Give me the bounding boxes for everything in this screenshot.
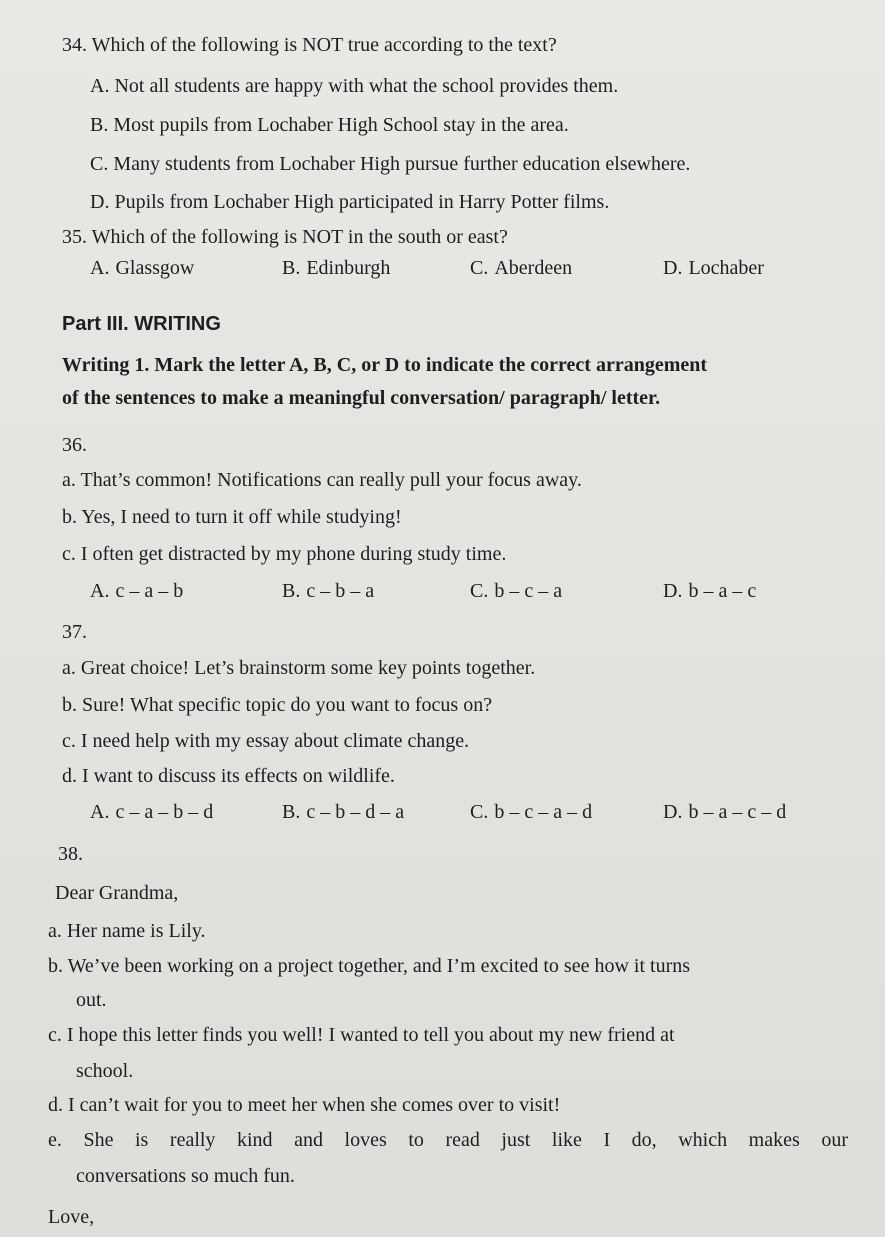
q36-sentence-c: c. I often get distracted by my phone during study time. — [62, 543, 507, 565]
q38-sentence-d: d. I can’t wait for you to meet her when she comes over to visit! — [48, 1094, 561, 1116]
q38-sentence-b-line2: out. — [76, 989, 107, 1011]
q37-sentence-d: d. I want to discuss its effects on wildlife. — [62, 765, 395, 787]
q37-options — [0, 799, 885, 825]
q34-stem: 34. Which of the following is NOT true according to the text? — [62, 34, 557, 56]
q34-option-c: C. Many students from Lochaber High pursue further education elsewhere. — [90, 153, 691, 175]
q36-option-c: C. b – c – a — [470, 580, 563, 602]
part3-instruction-line2: of the sentences to make a meaningful conversation/ paragraph/ letter. — [62, 387, 661, 409]
q36-sentence-b: b. Yes, I need to turn it off while studying! — [62, 506, 402, 528]
q38-sentence-b-line1: b. We’ve been working on a project together, and I’m excited to see how it turns — [48, 955, 691, 977]
q37-option-b: B. c – b – d – a — [282, 801, 405, 823]
q36-option-a: A. c – a – b — [90, 580, 184, 602]
q35-option-b: B. Edinburgh — [282, 257, 391, 279]
q35-option-d: D. Lochaber — [663, 257, 764, 279]
q36-sentence-a: a. That’s common! Notifications can really pull your focus away. — [62, 469, 582, 491]
q38-sentence-c-line1: c. I hope this letter finds you well! I wanted to tell you about my new friend at — [48, 1024, 675, 1046]
q35-option-c: C. Aberdeen — [470, 257, 573, 279]
q34-option-b: B. Most pupils from Lochaber High School stay in the area. — [90, 114, 569, 136]
q35-option-a: A. Glassgow — [90, 257, 195, 279]
q38-sentence-a: a. Her name is Lily. — [48, 920, 206, 942]
q37-number: 37. — [62, 621, 87, 643]
q38-salutation: Dear Grandma, — [55, 882, 179, 904]
q36-option-b: B. c – b – a — [282, 580, 375, 602]
q38-closing: Love, — [48, 1206, 95, 1228]
q36-options — [0, 578, 885, 604]
q37-sentence-a: a. Great choice! Let’s brainstorm some key points together. — [62, 657, 536, 679]
q34-option-d: D. Pupils from Lochaber High participated in Harry Potter films. — [90, 191, 610, 213]
q35-stem: 35. Which of the following is NOT in the south or east? — [62, 226, 508, 248]
q37-option-d: D. b – a – c – d — [663, 801, 787, 823]
q37-sentence-c: c. I need help with my essay about climate change. — [62, 730, 470, 752]
q38-number: 38. — [58, 843, 83, 865]
q38-sentence-c-line2: school. — [76, 1060, 134, 1082]
q37-option-a: A. c – a – b – d — [90, 801, 214, 823]
part3-instruction-line1: Writing 1. Mark the letter A, B, C, or D to indicate the correct arrangement — [62, 354, 708, 376]
q35-options — [0, 255, 885, 281]
q38-sentence-e-line1: e. She is really kind and loves to read just like I do, which makes our — [48, 1129, 848, 1151]
part3-heading: Part III. WRITING — [62, 313, 221, 335]
q37-option-c: C. b – c – a – d — [470, 801, 593, 823]
q36-option-d: D. b – a – c — [663, 580, 757, 602]
q38-sentence-e-line2: conversations so much fun. — [76, 1165, 295, 1187]
q34-option-a: A. Not all students are happy with what the school provides them. — [90, 75, 619, 97]
q37-sentence-b: b. Sure! What specific topic do you want to focus on? — [62, 694, 493, 716]
q36-number: 36. — [62, 434, 87, 456]
